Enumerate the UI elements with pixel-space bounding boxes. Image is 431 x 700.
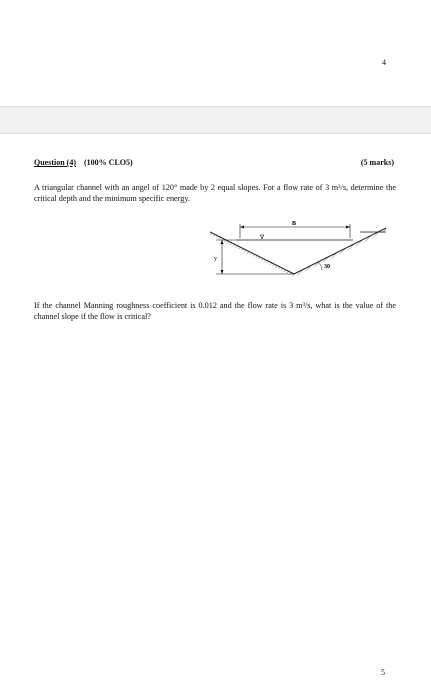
page-break (0, 106, 431, 134)
page-number-top: 4 (382, 58, 386, 67)
question-number: Question (4) (34, 158, 76, 167)
channel-wall (210, 228, 386, 274)
question-marks: (5 marks) (360, 158, 394, 167)
water-level-symbol: ∇ (260, 235, 265, 241)
question-paragraph-2: If the channel Manning roughness coefficient is 0.012 and the flow rate is 3 m³/s, what is the value of the channel slope if the flow is critical? (34, 301, 396, 321)
channel-diagram (210, 218, 390, 283)
question-paragraph-1: A triangular channel with an angel of 120° made by 2 equal slopes. For a flow rate of 3 m³/s, determine the critical depth and the minimum specific energy. (34, 183, 396, 203)
label-angle: 30 (324, 264, 330, 270)
question-header (34, 158, 394, 167)
label-B: B (292, 221, 297, 227)
label-y: y (214, 256, 217, 262)
page-number-bottom: 5 (381, 668, 385, 677)
question-clo: (100% CLO5) (84, 158, 133, 167)
